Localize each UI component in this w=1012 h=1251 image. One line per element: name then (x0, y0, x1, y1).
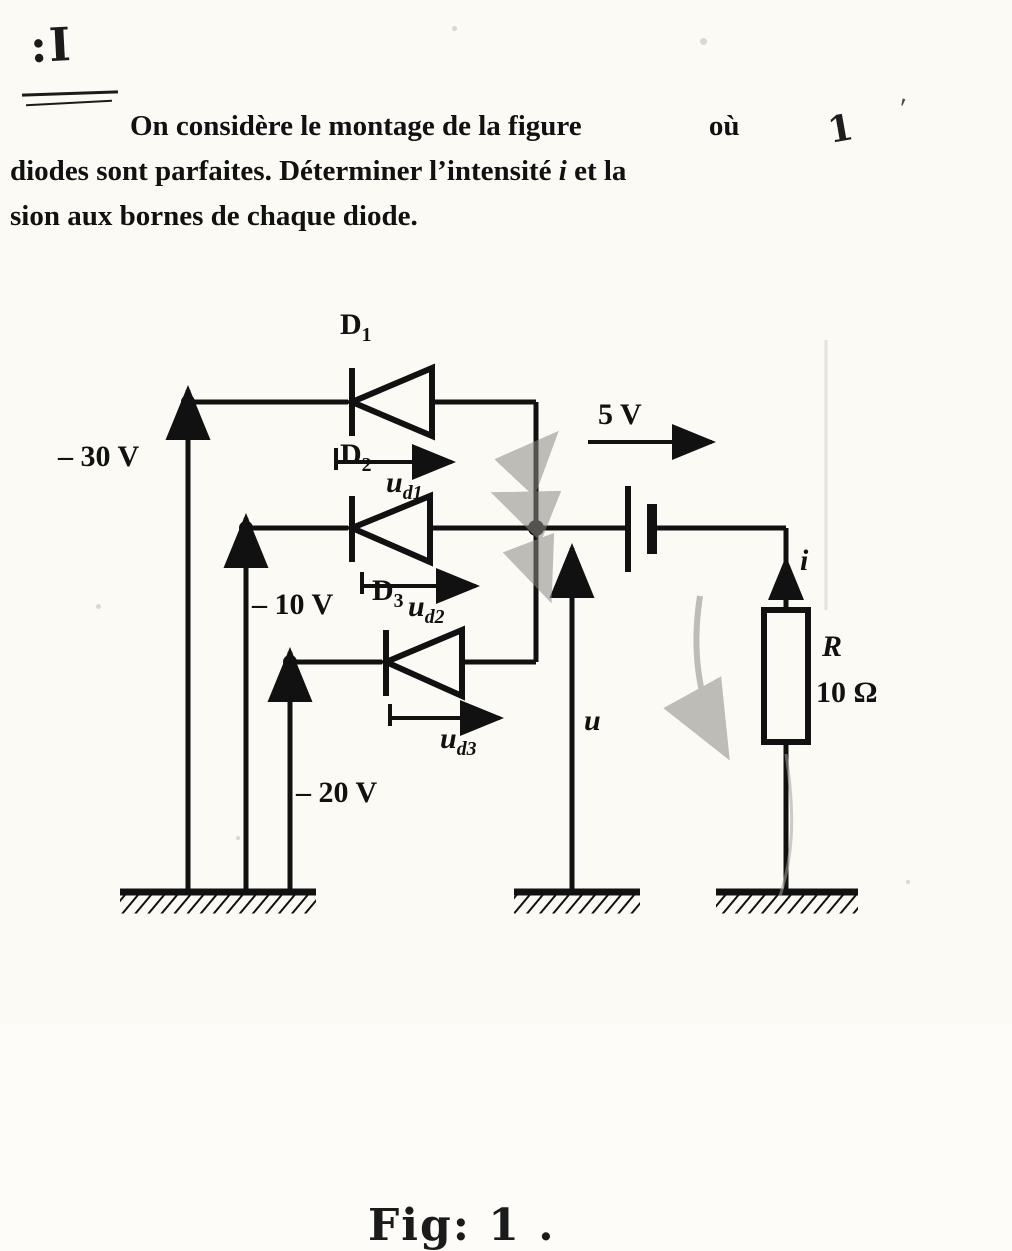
page-speck (452, 26, 457, 31)
handwritten-figure-number: 1 (824, 106, 857, 152)
diode-d1-index: 1 (361, 324, 372, 346)
source-20v-label: – 20 V (296, 776, 378, 809)
ud1-symbol: u (386, 466, 403, 499)
diode-d3-letter: D (372, 574, 394, 607)
ground-right (716, 892, 858, 915)
source-5v-label: 5 V (598, 398, 642, 431)
exercise-marker-underline (22, 90, 118, 96)
resistor-branch (764, 528, 808, 892)
diode-d3-index: 3 (393, 590, 404, 612)
source-10v-label: – 10 V (252, 588, 334, 621)
page-speck (700, 38, 707, 45)
diode-d3-label (372, 574, 404, 613)
voltage-u-label: u (584, 704, 601, 737)
ud3-index: d3 (456, 738, 477, 760)
figure-caption: Fig: 1 . (368, 1200, 556, 1251)
ud2-index: d2 (424, 606, 445, 628)
source-30v-label: – 30 V (58, 440, 140, 473)
diode-d1-letter: D (340, 308, 362, 341)
voltage-ud1-label (386, 466, 422, 505)
current-i-label: i (800, 544, 809, 577)
circuit-svg (0, 280, 1012, 1024)
statement-line1-end: où (708, 110, 740, 142)
ground-left (120, 892, 316, 915)
statement-italic-i: i (558, 154, 567, 187)
statement-line1: On considère le montage de la figure (130, 110, 582, 142)
ground-middle (514, 892, 640, 915)
ud1-index: d1 (402, 482, 423, 504)
resistor-value-label: 10 Ω (816, 676, 878, 709)
diode-d2-index: 2 (361, 454, 372, 476)
ud2-symbol: u (408, 590, 425, 623)
diode-d2-letter: D (340, 438, 362, 471)
voltage-ud2-label (408, 590, 444, 629)
diode-d1-label (340, 308, 372, 347)
statement-line2-end: et la (574, 154, 627, 187)
resistor-symbol-label: R (822, 630, 843, 663)
source-arrows (188, 390, 290, 892)
circuit-diagram (0, 280, 1012, 1251)
pencil-annotations (500, 340, 826, 896)
voltage-ud3-label (440, 722, 476, 761)
statement-line3: sion aux bornes de chaque diode. (10, 199, 418, 232)
statement-line2: diodes sont parfaites. Déterminer l’intensité (10, 154, 552, 187)
ud3-symbol: u (440, 722, 457, 755)
diode-d2-label (340, 438, 372, 477)
handwritten-tick-mark: ' (893, 91, 909, 126)
exercise-marker: :I (28, 16, 74, 74)
